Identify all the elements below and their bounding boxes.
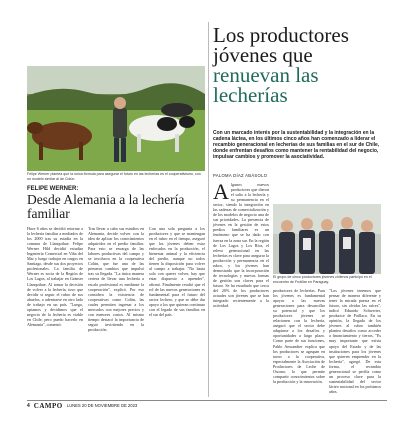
lead-paragraph: Con un marcado interés por la sustentabilidad y la integración en la cadena láctea, en los últimos cinco años han comenzado a liderar el recambio generacional en lecherías de sus familias en el sur de Chile, donde enfrentan desafíos como mantener la rentabilidad del negocio, impulsar cambios y promover la asociatividad. [213, 130, 380, 160]
publication-date: LUNES 20 DE NOVIEMBRE DE 2023 [66, 403, 138, 408]
left-kicker: FELIPE WERNER: [27, 186, 79, 192]
byline: PALOMA DÍAZ ABÁSOLO [213, 173, 268, 178]
left-article-column-1 [27, 226, 83, 327]
body-text: "Los jóvenes tenemos que pensar de manera diferente y tener la mirada puesta en el futuro, sin olvidar las raíces", indicó Eduardo Schwerter, productor de Paillaco. En su opinión, la llegada de los jóvenes al rubro también plantea desafíos como acceder a financiamiento y tierras. "Es muy importante que exista apoyo del Estado y de las instituciones para los jóvenes que quieren emprender en la lechería", agregó. De esta forma, el recambio generacional se perfila como un proceso clave para la sustentabilidad del sector lácteo nacional en los próximos años. [329, 288, 381, 394]
body-text: Hace 6 años se decidió retornar a la lechería familiar a mediados de los 2000 tras su estadía en la comuna de Llanquihue. Felipe Werner Hild decidió estudiar Ingeniería Comercial en Viña del Mar y luego trabajar en cargos en Santiago, desde sus dos proyectos profesionales. La familia de Werner es socia de la Región de Los Lagos, al trabajar en Gränser Llanquihue. Al tomar la decisión de volver a la lechería, tuvo que decidir si seguir el rubro de sus abuelos, o adentrarse en otro lado de trabajo en un país. "Luego, optamos y decidimos que el negocio de la lechería es viable en Chile, pero puedo hacerlo en Alemania", comentó. [27, 226, 83, 327]
main-article-column-1 [213, 179, 269, 309]
group-of-young-producers-photo [273, 204, 381, 274]
body-text: Con una sola pregunta a los productores y que se mantengan en el rubro en el tiempo, aseguró que los jóvenes deben estar enfocados en la producción, el bienestar animal y la eficiencia del predio, aunque no todos tienen la disposición para volver al campo a trabajar. "No basta solo con querer volver, hay que estar dispuesto a aprender", afirmó. Finalmente resaltó que el rol de las nuevas generaciones es fundamental para el futuro del sector lechero, y que se debe dar apoyo a los que quieran continuar con el legado de sus familias en el sur del país. [149, 226, 205, 317]
main-headline [213, 25, 388, 105]
section-brand: CAMPO [33, 401, 63, 410]
photo-caption-left: Felipe Werner plantea que la única fórmula para asegurar el futuro en las lecherías es el cooperativismo, con un modelo similar al de Colún. [27, 172, 201, 181]
main-article-column-3 [329, 288, 381, 394]
page-number: 4 [27, 402, 30, 409]
page-footer [27, 400, 387, 410]
body-text: Tras llevar a cabo sus estudios en Alemania, decide volver con la idea de aplicar los conocimientos adquiridos en el predio familiar. Para esto se encarga de las labores productivas del campo y se involucra en la cooperativa Colún, que fue una de las primeras cambios que impulsó tras su llegada. "La única manera certera de llevar una lechería a escala profesional es mediante la cooperación", explicó. Por eso considera la existencia de cooperativas como Colún, las cuales permiten ingresar a los mercados con mejores precios y con menores costos. Al mismo tiempo destacó la importancia de seguir invirtiendo en la producción. [88, 226, 144, 332]
left-article-column-3 [149, 226, 205, 317]
headline-line-2: jóvenes que [213, 43, 313, 67]
body-text: lgunos nuevos productores que dieron el salto a la lechería y su permanencia en el sector, siendo la integración en las cadenas de comercialización y de los modelos de negocio una de sus prioridades. La presencia de jóvenes en la gestión de estos predios familiares es un fenómeno que se ha dado con fuerza en la zona sur. En la región de Los Lagos y Los Ríos, el relevo generacional en las lecherías es clave para asegurar la producción y permanencia en el rubro, y los jóvenes han demostrado que la incorporación de tecnologías y nuevas formas de gestión son claves para el futuro. Se ha estudiado que cerca del 20% de los productores actuales son jóvenes que se han integrado recientemente a la actividad. [213, 182, 269, 309]
headline-highlight-1: renuevan las [213, 63, 319, 87]
photo-caption-right: El grupo de cinco productores jóvenes chilenos participó en el encuentro de Frutillar en Paraguay. [273, 275, 372, 284]
body-text: productores de lecherías. Para los jóvenes es fundamental apoyar a las nuevas generaciones para desarrollar su potencial y que los productores jóvenes se relacionen con la lechería, aseguró que el sector debe adaptarse a los desafíos y oportunidades a largo plazo. Como parte de sus funciones, Pablo Anwandter explica que los productores se agrupan en torno a la cooperativa, especialmente la Asociación de Productores de Leche de Osorno, lo que permite compartir conocimientos sobre la producción y la innovación. [273, 288, 325, 384]
headline-line-1: Los productores [213, 23, 349, 47]
headline-highlight-2: lecherías [213, 83, 288, 107]
main-article-column-2 [273, 288, 325, 384]
drop-cap: A [213, 179, 229, 204]
farmer-with-cows-photo [27, 66, 205, 171]
left-article-title: Desde Alemania a la lechería familiar [27, 192, 185, 221]
left-article-column-2 [88, 226, 144, 332]
column-divider [208, 22, 209, 397]
